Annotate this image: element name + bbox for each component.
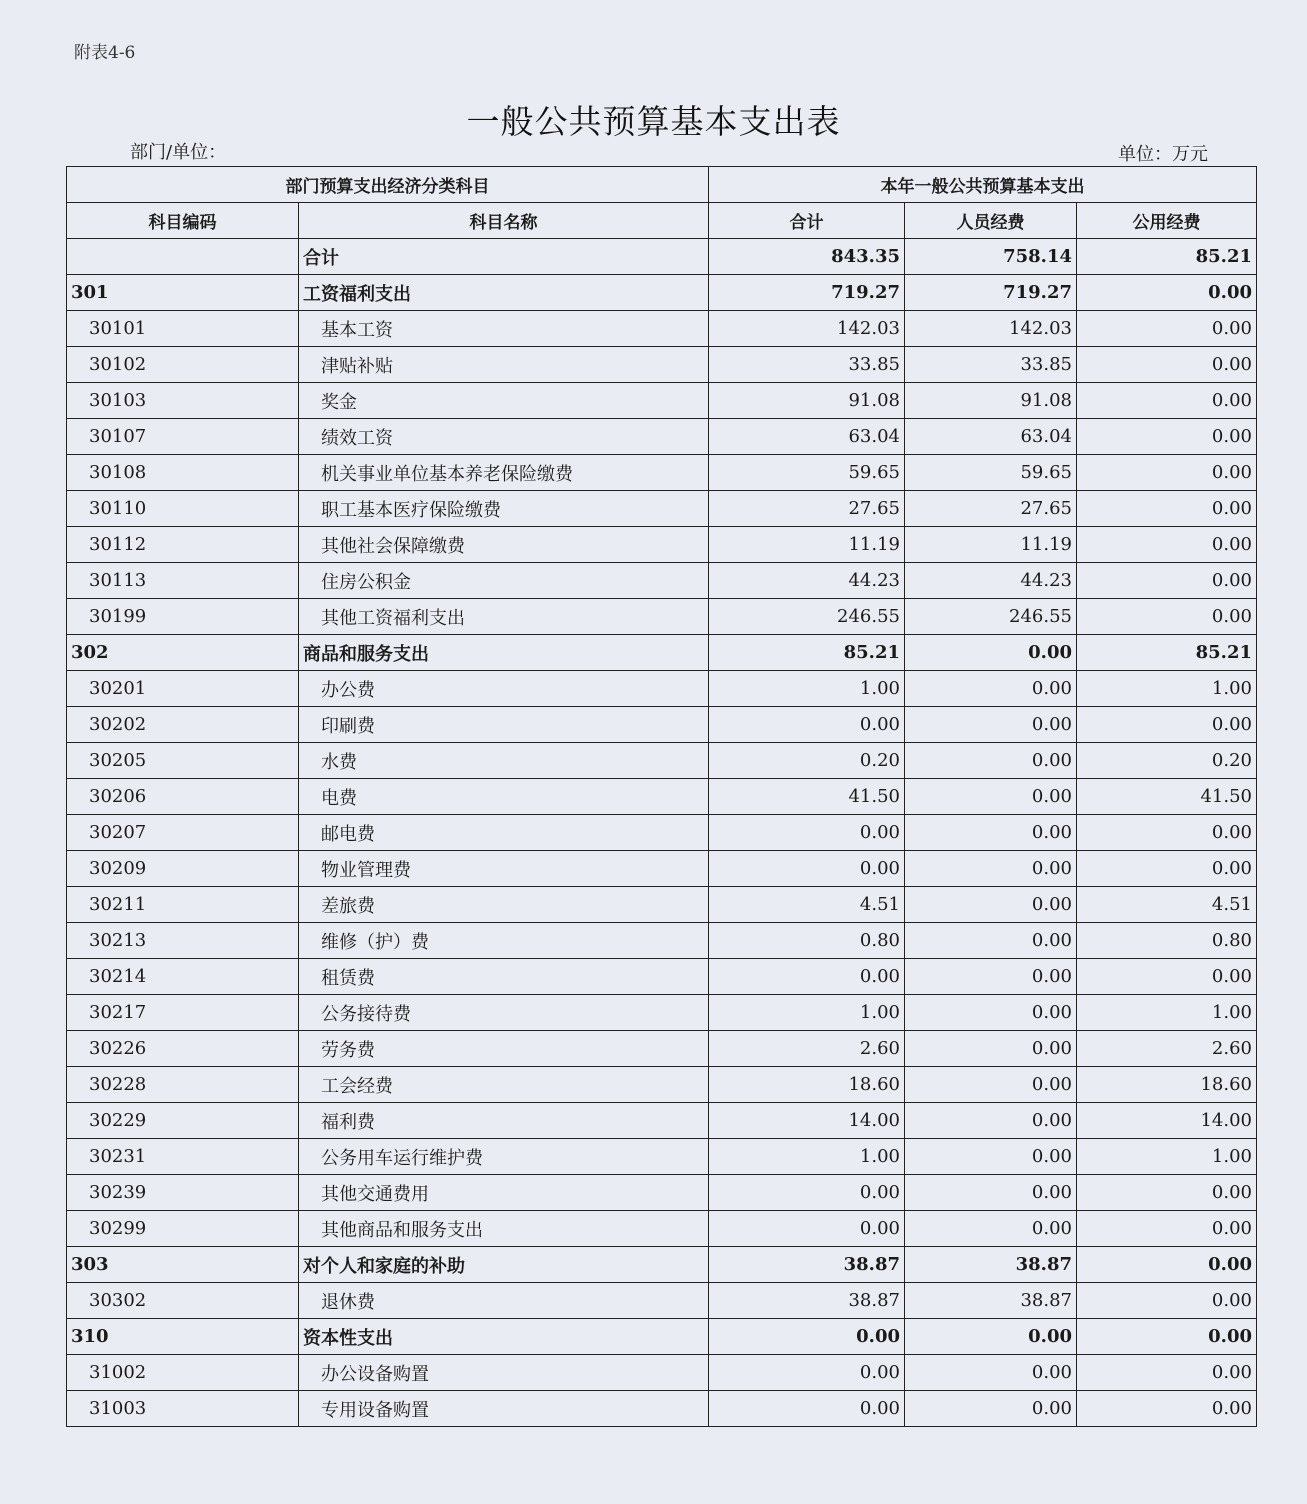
table-row [67,419,1257,455]
cell-personnel: 0.00 [905,1391,1077,1427]
cell-public: 85.21 [1077,239,1257,275]
cell-public: 1.00 [1077,995,1257,1031]
cell-name: 工会经费 [299,1067,709,1103]
table-row [67,1247,1257,1283]
cell-personnel: 246.55 [905,599,1077,635]
cell-public: 4.51 [1077,887,1257,923]
cell-total: 27.65 [709,491,905,527]
cell-personnel: 142.03 [905,311,1077,347]
cell-total: 0.00 [709,959,905,995]
cell-personnel: 758.14 [905,239,1077,275]
table-row [67,635,1257,671]
cell-code: 30103 [67,383,299,419]
cell-public: 0.00 [1077,455,1257,491]
cell-personnel: 0.00 [905,1103,1077,1139]
cell-personnel: 0.00 [905,1031,1077,1067]
cell-name: 租赁费 [299,959,709,995]
cell-public: 0.00 [1077,1283,1257,1319]
cell-personnel: 44.23 [905,563,1077,599]
cell-personnel: 63.04 [905,419,1077,455]
table-row [67,779,1257,815]
cell-personnel: 0.00 [905,1175,1077,1211]
cell-total: 0.00 [709,1355,905,1391]
cell-personnel: 91.08 [905,383,1077,419]
page-title: 一般公共预算基本支出表 [466,102,841,142]
cell-total: 843.35 [709,239,905,275]
cell-name: 差旅费 [299,887,709,923]
cell-personnel: 0.00 [905,1355,1077,1391]
table-row [67,1031,1257,1067]
table-row [67,599,1257,635]
cell-public: 0.80 [1077,923,1257,959]
cell-name: 其他商品和服务支出 [299,1211,709,1247]
cell-personnel: 59.65 [905,455,1077,491]
cell-code: 30108 [67,455,299,491]
cell-code: 302 [67,635,299,671]
cell-name: 水费 [299,743,709,779]
cell-code: 30199 [67,599,299,635]
table-row [67,311,1257,347]
cell-public: 0.00 [1077,311,1257,347]
table-row [67,671,1257,707]
cell-personnel: 27.65 [905,491,1077,527]
cell-name: 住房公积金 [299,563,709,599]
cell-personnel: 33.85 [905,347,1077,383]
cell-total: 0.00 [709,1319,905,1355]
cell-code: 31002 [67,1355,299,1391]
table-row [67,1139,1257,1175]
cell-public: 0.00 [1077,491,1257,527]
cell-total: 1.00 [709,1139,905,1175]
cell-personnel: 0.00 [905,995,1077,1031]
cell-code: 30228 [67,1067,299,1103]
table-row [67,239,1257,275]
cell-total: 59.65 [709,455,905,491]
cell-personnel: 0.00 [905,1139,1077,1175]
cell-public: 0.00 [1077,1391,1257,1427]
cell-name: 劳务费 [299,1031,709,1067]
header-group-left: 部门预算支出经济分类科目 [67,167,709,203]
cell-name: 基本工资 [299,311,709,347]
cell-code: 30211 [67,887,299,923]
cell-code: 30205 [67,743,299,779]
cell-total: 0.00 [709,851,905,887]
cell-code: 30229 [67,1103,299,1139]
cell-name: 机关事业单位基本养老保险缴费 [299,455,709,491]
cell-code: 30226 [67,1031,299,1067]
cell-personnel: 0.00 [905,923,1077,959]
cell-public: 0.00 [1077,419,1257,455]
cell-name: 电费 [299,779,709,815]
cell-code [67,239,299,275]
cell-code: 30214 [67,959,299,995]
cell-name: 其他社会保障缴费 [299,527,709,563]
cell-total: 33.85 [709,347,905,383]
cell-code: 30299 [67,1211,299,1247]
cell-name: 公务接待费 [299,995,709,1031]
cell-code: 30206 [67,779,299,815]
header-group-right: 本年一般公共预算基本支出 [709,167,1257,203]
header-personnel: 人员经费 [905,203,1077,239]
table-row [67,887,1257,923]
cell-code: 30102 [67,347,299,383]
cell-name: 职工基本医疗保险缴费 [299,491,709,527]
table-row [67,275,1257,311]
table-row [67,383,1257,419]
cell-name: 邮电费 [299,815,709,851]
appendix-label: 附表4-6 [74,43,136,63]
header-group-row [67,167,1257,203]
cell-public: 2.60 [1077,1031,1257,1067]
cell-public: 0.00 [1077,527,1257,563]
table-row [67,851,1257,887]
cell-code: 30113 [67,563,299,599]
table-row [67,563,1257,599]
cell-public: 0.00 [1077,347,1257,383]
unit-label: 单位：万元 [1118,144,1208,165]
cell-total: 38.87 [709,1247,905,1283]
cell-code: 30107 [67,419,299,455]
cell-public: 0.00 [1077,707,1257,743]
header-code: 科目编码 [67,203,299,239]
cell-name: 合计 [299,239,709,275]
header-public: 公用经费 [1077,203,1257,239]
cell-public: 0.00 [1077,1175,1257,1211]
table-row [67,743,1257,779]
cell-code: 30201 [67,671,299,707]
cell-personnel: 0.00 [905,743,1077,779]
cell-personnel: 0.00 [905,1319,1077,1355]
cell-name: 津贴补贴 [299,347,709,383]
cell-name: 物业管理费 [299,851,709,887]
table-row [67,1211,1257,1247]
cell-personnel: 0.00 [905,1067,1077,1103]
cell-personnel: 38.87 [905,1247,1077,1283]
cell-public: 14.00 [1077,1103,1257,1139]
table-row [67,455,1257,491]
cell-code: 301 [67,275,299,311]
cell-public: 0.00 [1077,815,1257,851]
header-column-row [67,203,1257,239]
cell-public: 0.00 [1077,383,1257,419]
cell-name: 工资福利支出 [299,275,709,311]
expenditure-table [66,166,1257,1427]
cell-name: 专用设备购置 [299,1391,709,1427]
cell-total: 18.60 [709,1067,905,1103]
cell-name: 绩效工资 [299,419,709,455]
table-row [67,1283,1257,1319]
cell-total: 91.08 [709,383,905,419]
table-row [67,923,1257,959]
cell-total: 63.04 [709,419,905,455]
cell-public: 85.21 [1077,635,1257,671]
cell-name: 办公设备购置 [299,1355,709,1391]
cell-total: 85.21 [709,635,905,671]
table-row [67,491,1257,527]
cell-total: 2.60 [709,1031,905,1067]
header-name: 科目名称 [299,203,709,239]
cell-code: 310 [67,1319,299,1355]
cell-personnel: 0.00 [905,707,1077,743]
cell-personnel: 0.00 [905,635,1077,671]
table-row [67,707,1257,743]
cell-total: 0.00 [709,1391,905,1427]
table-row [67,1391,1257,1427]
cell-public: 0.00 [1077,1319,1257,1355]
cell-personnel: 0.00 [905,1211,1077,1247]
cell-total: 1.00 [709,671,905,707]
cell-name: 退休费 [299,1283,709,1319]
cell-code: 30213 [67,923,299,959]
table-row [67,527,1257,563]
cell-public: 0.00 [1077,563,1257,599]
cell-public: 0.00 [1077,599,1257,635]
cell-name: 公务用车运行维护费 [299,1139,709,1175]
cell-name: 办公费 [299,671,709,707]
cell-total: 142.03 [709,311,905,347]
cell-name: 对个人和家庭的补助 [299,1247,709,1283]
cell-public: 1.00 [1077,671,1257,707]
cell-total: 1.00 [709,995,905,1031]
table-row [67,815,1257,851]
cell-name: 印刷费 [299,707,709,743]
cell-code: 30302 [67,1283,299,1319]
cell-public: 0.00 [1077,275,1257,311]
table-body [67,239,1257,1427]
table-row [67,347,1257,383]
cell-code: 30209 [67,851,299,887]
cell-total: 11.19 [709,527,905,563]
cell-total: 0.00 [709,815,905,851]
cell-total: 41.50 [709,779,905,815]
cell-total: 44.23 [709,563,905,599]
cell-code: 30112 [67,527,299,563]
table-row [67,1355,1257,1391]
cell-public: 1.00 [1077,1139,1257,1175]
cell-total: 4.51 [709,887,905,923]
cell-name: 奖金 [299,383,709,419]
cell-name: 商品和服务支出 [299,635,709,671]
cell-code: 30110 [67,491,299,527]
cell-public: 0.00 [1077,851,1257,887]
table-row [67,1319,1257,1355]
table-row [67,995,1257,1031]
cell-total: 38.87 [709,1283,905,1319]
table-row [67,1103,1257,1139]
table-row [67,959,1257,995]
department-label: 部门/单位： [130,142,227,163]
cell-total: 0.00 [709,707,905,743]
cell-name: 资本性支出 [299,1319,709,1355]
cell-personnel: 0.00 [905,779,1077,815]
cell-total: 246.55 [709,599,905,635]
cell-personnel: 719.27 [905,275,1077,311]
cell-total: 0.20 [709,743,905,779]
cell-code: 30202 [67,707,299,743]
cell-personnel: 0.00 [905,959,1077,995]
cell-personnel: 0.00 [905,887,1077,923]
header-total: 合计 [709,203,905,239]
cell-code: 30217 [67,995,299,1031]
cell-code: 30207 [67,815,299,851]
cell-name: 福利费 [299,1103,709,1139]
table-row [67,1175,1257,1211]
cell-total: 0.00 [709,1175,905,1211]
cell-public: 18.60 [1077,1067,1257,1103]
cell-code: 30231 [67,1139,299,1175]
cell-personnel: 0.00 [905,815,1077,851]
cell-name: 维修（护）费 [299,923,709,959]
cell-total: 719.27 [709,275,905,311]
cell-personnel: 0.00 [905,851,1077,887]
cell-public: 0.00 [1077,1355,1257,1391]
cell-code: 30101 [67,311,299,347]
cell-name: 其他工资福利支出 [299,599,709,635]
cell-public: 0.20 [1077,743,1257,779]
cell-code: 30239 [67,1175,299,1211]
cell-public: 41.50 [1077,779,1257,815]
cell-personnel: 0.00 [905,671,1077,707]
cell-public: 0.00 [1077,1211,1257,1247]
cell-code: 31003 [67,1391,299,1427]
table-row [67,1067,1257,1103]
cell-name: 其他交通费用 [299,1175,709,1211]
cell-total: 0.00 [709,1211,905,1247]
cell-public: 0.00 [1077,1247,1257,1283]
cell-personnel: 38.87 [905,1283,1077,1319]
cell-code: 303 [67,1247,299,1283]
cell-personnel: 11.19 [905,527,1077,563]
cell-public: 0.00 [1077,959,1257,995]
cell-total: 14.00 [709,1103,905,1139]
cell-total: 0.80 [709,923,905,959]
